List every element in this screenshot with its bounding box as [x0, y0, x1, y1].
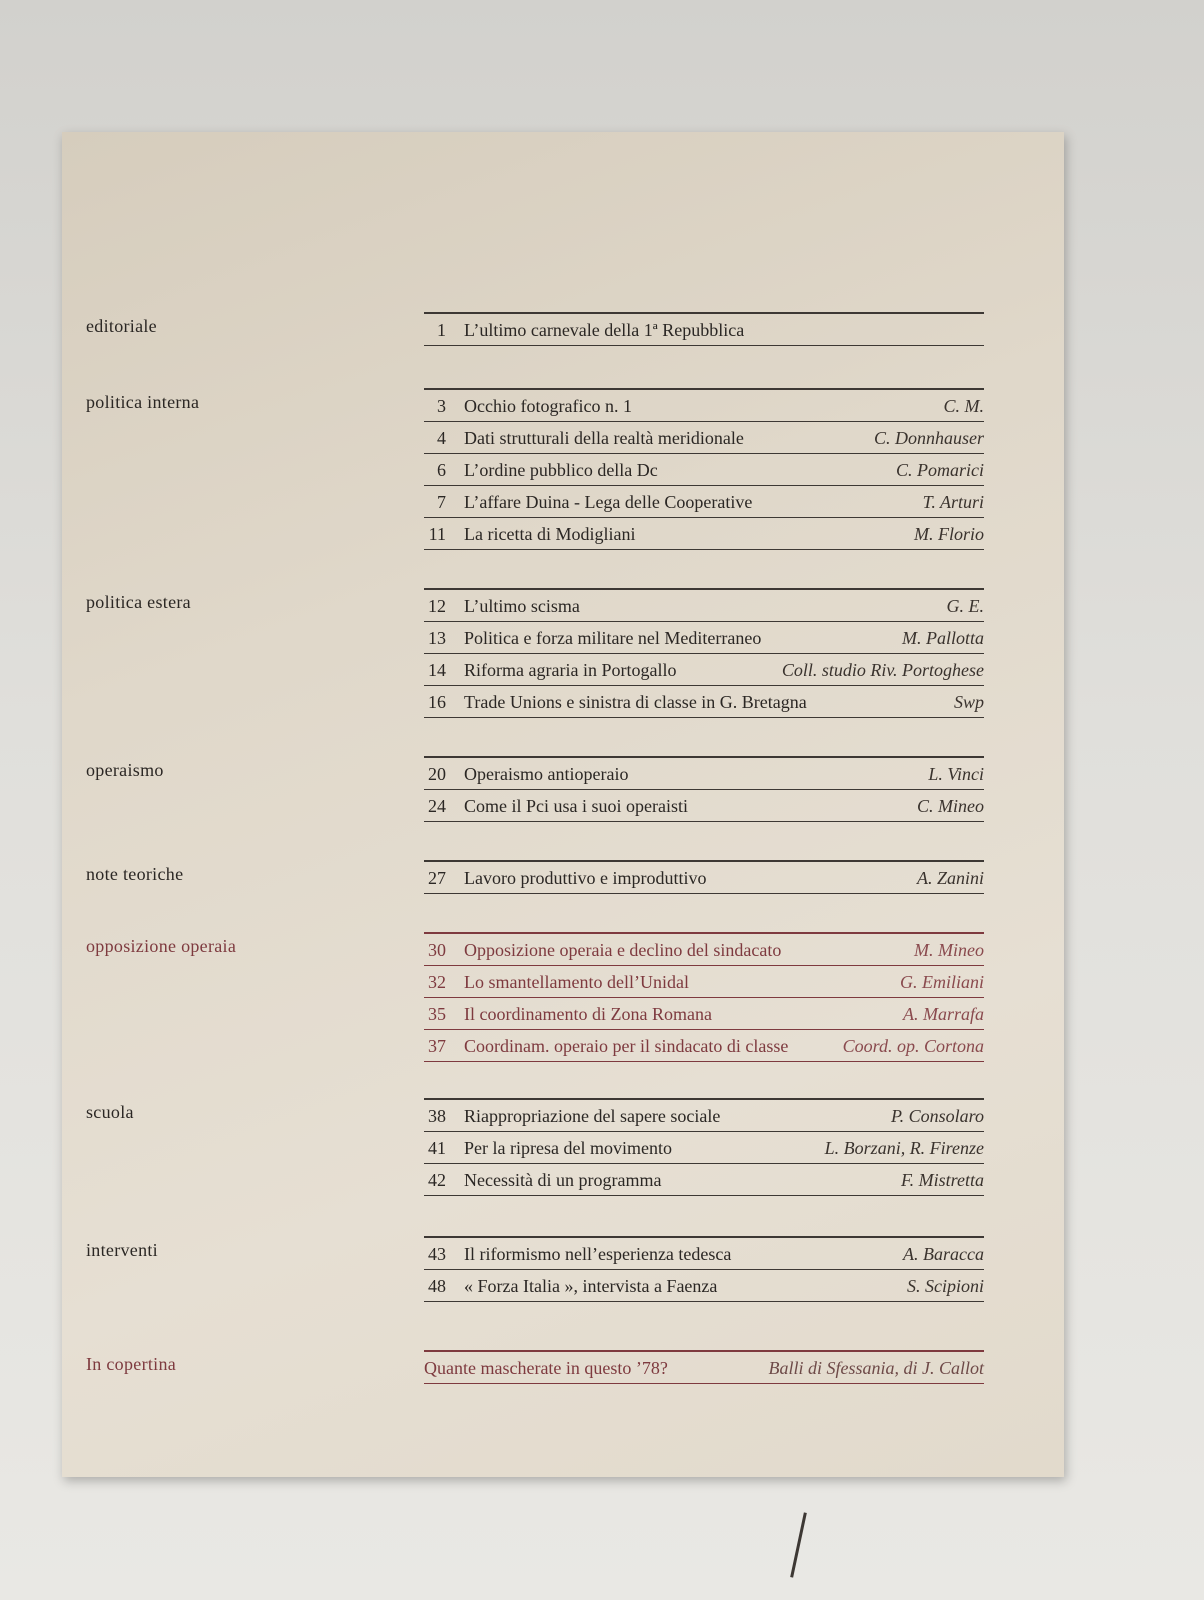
page-number: 27: [428, 868, 446, 888]
article-title: Occhio fotografico n. 1: [464, 396, 632, 416]
toc-entry: [424, 314, 984, 346]
article-author: M. Florio: [914, 524, 984, 544]
toc-entry: [424, 590, 984, 622]
page-number: 41: [428, 1138, 446, 1158]
article-author: S. Scipioni: [907, 1276, 984, 1296]
cover-credit: Balli di Sfessania, di J. Callot: [768, 1358, 984, 1378]
toc-entry: [424, 758, 984, 790]
toc-entry: [424, 1270, 984, 1302]
toc-entry: [424, 966, 984, 998]
article-author: C. Pomarici: [896, 460, 984, 480]
article-title: Per la ripresa del movimento: [464, 1138, 672, 1158]
page-number: 11: [428, 524, 446, 544]
toc-entry: [424, 998, 984, 1030]
article-author: Coll. studio Riv. Portoghese: [781, 660, 984, 680]
toc-entry: [424, 790, 984, 822]
article-author: M. Pallotta: [902, 628, 984, 648]
page-number: 16: [428, 692, 446, 712]
article-title: Come il Pci usa i suoi operaisti: [464, 796, 688, 816]
toc-entry: [424, 1132, 984, 1164]
page-number: 14: [428, 660, 446, 680]
cover-title: Quante mascherate in questo ’78?: [424, 1358, 668, 1378]
article-author: G. Emiliani: [900, 972, 984, 992]
article-title: Opposizione operaia e declino del sindacato: [464, 940, 782, 960]
section-label: interventi: [86, 1240, 158, 1260]
article-author: Coord. op. Cortona: [842, 1036, 984, 1056]
article-title: Riappropriazione del sapere sociale: [464, 1106, 721, 1126]
toc-entry: [424, 686, 984, 718]
toc-entry: [424, 518, 984, 550]
entry-list: [424, 312, 984, 346]
section-label: editoriale: [86, 316, 157, 336]
page-number: 42: [428, 1170, 446, 1190]
section-label: In copertina: [86, 1354, 177, 1374]
page-number: 1: [437, 320, 446, 340]
entry-list: [424, 588, 984, 718]
toc-entry: [424, 390, 984, 422]
page-number: 24: [428, 796, 446, 816]
section-label: scuola: [86, 1102, 134, 1122]
page-number: 4: [437, 428, 446, 448]
magazine-page: [62, 132, 1064, 1477]
toc-entry: [424, 1100, 984, 1132]
article-author: C. M.: [943, 396, 984, 416]
article-author: T. Arturi: [922, 492, 984, 512]
article-author: L. Borzani, R. Firenze: [824, 1138, 984, 1158]
article-author: Swp: [953, 692, 984, 712]
page-number: 20: [428, 764, 446, 784]
article-author: C. Mineo: [917, 796, 984, 816]
section-label: opposizione operaia: [86, 936, 237, 956]
article-author: A. Marrafa: [903, 1004, 984, 1024]
article-author: F. Mistretta: [900, 1170, 984, 1190]
article-title: Necessità di un programma: [464, 1170, 662, 1190]
toc-entry: [424, 1164, 984, 1196]
page-number: 35: [428, 1004, 446, 1024]
article-title: L’ordine pubblico della Dc: [464, 460, 658, 480]
entry-list: [424, 1350, 984, 1384]
article-title: « Forza Italia », intervista a Faenza: [464, 1276, 718, 1296]
toc-entry: [424, 422, 984, 454]
toc-entry: [424, 622, 984, 654]
article-title: Coordinam. operaio per il sindacato di classe: [464, 1036, 789, 1056]
toc-entry: [424, 934, 984, 966]
article-author: A. Baracca: [903, 1244, 984, 1264]
section-label: note teoriche: [86, 864, 184, 884]
page-number: 7: [437, 492, 446, 512]
article-author: M. Mineo: [914, 940, 984, 960]
article-title: Politica e forza militare nel Mediterraneo: [464, 628, 762, 648]
toc-entry: [424, 486, 984, 518]
article-title: L’ultimo carnevale della 1ª Repubblica: [464, 320, 745, 340]
page-number: 13: [428, 628, 446, 648]
section-label: politica interna: [86, 392, 200, 412]
article-author: P. Consolaro: [890, 1106, 984, 1126]
entry-list: [424, 388, 984, 550]
article-title: Il coordinamento di Zona Romana: [464, 1004, 712, 1024]
entry-list: [424, 932, 984, 1062]
page-number: 32: [428, 972, 446, 992]
article-author: A. Zanini: [916, 868, 984, 888]
article-title: Il riformismo nell’esperienza tedesca: [464, 1244, 732, 1264]
page-number: 48: [428, 1276, 446, 1296]
toc-entry: [424, 862, 984, 894]
article-title: Lo smantellamento dell’Unidal: [464, 972, 689, 992]
entry-list: [424, 756, 984, 822]
section-label: politica estera: [86, 592, 191, 612]
page-number: 43: [428, 1244, 446, 1264]
cover-entry: [424, 1352, 984, 1384]
article-title: Lavoro produttivo e improduttivo: [464, 868, 707, 888]
page-number: 37: [428, 1036, 446, 1056]
page-number: 38: [428, 1106, 446, 1126]
paper-tear-mark: [790, 1512, 807, 1577]
page-number: 6: [437, 460, 446, 480]
article-title: Operaismo antioperaio: [464, 764, 629, 784]
toc-entry: [424, 654, 984, 686]
article-author: C. Donnhauser: [873, 428, 984, 448]
toc-entry: [424, 1238, 984, 1270]
section-label: operaismo: [86, 760, 164, 780]
page-number: 30: [428, 940, 446, 960]
article-title: Trade Unions e sinistra di classe in G. Bretagna: [464, 692, 807, 712]
article-title: L’ultimo scisma: [464, 596, 580, 616]
toc-entry: [424, 454, 984, 486]
article-title: L’affare Duina - Lega delle Cooperative: [464, 492, 753, 512]
article-title: Riforma agraria in Portogallo: [464, 660, 677, 680]
entry-list: [424, 860, 984, 894]
toc-entry: [424, 1030, 984, 1062]
article-author: G. E.: [946, 596, 984, 616]
entry-list: [424, 1098, 984, 1196]
page-number: 12: [428, 596, 446, 616]
page-number: 3: [437, 396, 446, 416]
entry-list: [424, 1236, 984, 1302]
article-author: L. Vinci: [928, 764, 984, 784]
article-title: La ricetta di Modigliani: [464, 524, 636, 544]
article-title: Dati strutturali della realtà meridionale: [464, 428, 744, 448]
